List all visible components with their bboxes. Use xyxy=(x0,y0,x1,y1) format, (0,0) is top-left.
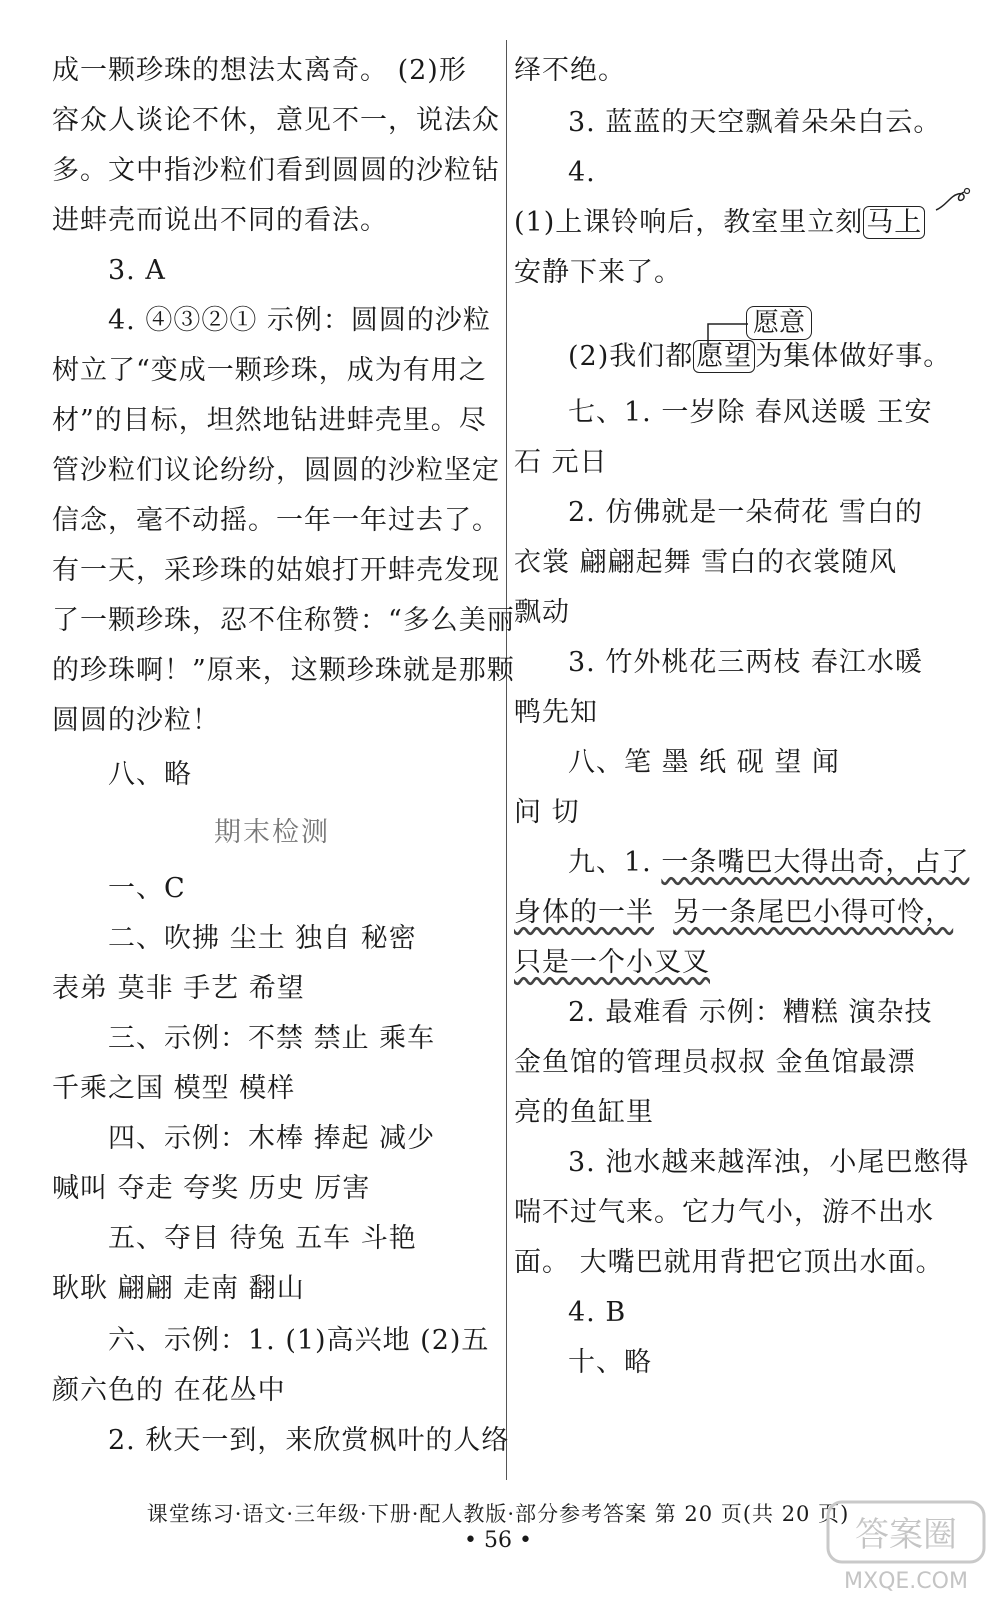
text-line: 五、夺目 待兔 五车 斗艳 xyxy=(108,1223,417,1254)
text-line: 喘不过气来。它力气小，游不出水 xyxy=(514,1197,934,1228)
text-line: 4. xyxy=(568,157,596,188)
column-divider xyxy=(506,40,507,1480)
text-line: 3. 池水越来越浑浊，小尾巴憋得 xyxy=(568,1147,970,1178)
text-line: 树立了“变成一颗珍珠，成为有用之 xyxy=(52,355,487,386)
text-line: 一、C xyxy=(108,873,186,904)
text-line: 3. A xyxy=(108,255,166,286)
text-line: 颜六色的 在花丛中 xyxy=(52,1375,286,1406)
text-line: 圆圆的沙粒！ xyxy=(52,705,220,736)
text-line: 亮的鱼缸里 xyxy=(514,1097,654,1128)
text-line xyxy=(514,206,925,240)
page-number: • 56 • xyxy=(464,1528,532,1553)
text-line: 耿耿 翩翩 走南 翻山 xyxy=(52,1273,305,1304)
watermark-title: 答案圈 xyxy=(855,1515,957,1555)
text-line: 四、示例：木棒 捧起 减少 xyxy=(108,1123,436,1154)
text-line: 进蚌壳而说出不同的看法。 xyxy=(52,205,388,236)
sentence-text: 九、1. xyxy=(568,847,662,878)
text-line: 了一颗珍珠，忍不住称赞：“多么美丽 xyxy=(52,605,515,636)
text-line: 表弟 莫非 手艺 希望 xyxy=(52,973,305,1004)
text-line: 喊叫 夺走 夸奖 历史 厉害 xyxy=(52,1173,371,1204)
text-line: 管沙粒们议论纷纷，圆圆的沙粒坚定 xyxy=(52,455,500,486)
revision-mark-icon xyxy=(934,186,974,214)
sentence-text xyxy=(654,897,673,928)
text-line: 十、略 xyxy=(568,1347,652,1378)
text-line: 八、略 xyxy=(108,759,192,790)
text-line: 二、吹拂 尘土 独自 秘密 xyxy=(108,923,417,954)
text-line xyxy=(514,896,953,930)
text-line: 鸭先知 xyxy=(514,697,598,728)
text-line xyxy=(568,340,951,374)
wavy-underline-text: 一条嘴巴大得出奇，占了 xyxy=(661,847,970,878)
text-line: 千乘之国 模型 模样 xyxy=(52,1073,296,1104)
text-line: 金鱼馆的管理员叔叔 金鱼馆最漂 xyxy=(514,1047,916,1078)
sentence-text: 为集体做好事。 xyxy=(755,341,952,372)
text-line: 的珍珠啊！”原来，这颗珍珠就是那颗 xyxy=(52,655,515,686)
text-line xyxy=(568,846,969,880)
text-line: 3. 蓝蓝的天空飘着朵朵白云。 xyxy=(568,107,942,138)
text-line: 飘动 xyxy=(514,597,570,628)
text-line: 成一颗珍珠的想法太离奇。 (2)形 xyxy=(52,55,467,86)
text-line: 2. 最难看 示例：糟糕 演杂技 xyxy=(568,997,933,1028)
text-line: 多。文中指沙粒们看到圆圆的沙粒钻 xyxy=(52,155,500,186)
text-line: 4. B xyxy=(568,1297,627,1328)
text-line: 安静下来了。 xyxy=(514,257,682,288)
text-line: 石 元日 xyxy=(514,447,608,478)
text-line: 容众人谈论不休，意见不一，说法众 xyxy=(52,105,500,136)
sentence-text: (2)我们都 xyxy=(568,341,694,372)
text-line: 3. 竹外桃花三两枝 春江水暖 xyxy=(568,647,923,678)
section-heading: 期末检测 xyxy=(214,817,330,848)
text-line: 衣裳 翩翩起舞 雪白的衣裳随风 xyxy=(514,547,898,578)
text-line: 绎不绝。 xyxy=(514,55,626,86)
text-line: 信念，毫不动摇。一年一年过去了。 xyxy=(52,505,500,536)
text-line xyxy=(514,946,710,980)
text-line: 七、1. 一岁除 春风送暖 王安 xyxy=(568,397,933,428)
revision-box: 愿望 xyxy=(693,340,755,373)
page-footer: 课堂练习·语文·三年级·下册·配人教版·部分参考答案 第 20 页(共 20 页) xyxy=(146,1502,850,1526)
text-line: 八、笔 墨 纸 砚 望 闻 xyxy=(568,747,840,778)
revision-balloon: 愿意 xyxy=(746,306,812,340)
watermark-logo-icon xyxy=(826,1500,986,1595)
text-line: 问 切 xyxy=(514,797,580,828)
text-line: 有一天，采珍珠的姑娘打开蚌壳发现 xyxy=(52,555,500,586)
text-line: 2. 秋天一到，来欣赏枫叶的人络 xyxy=(108,1425,510,1456)
wavy-underline-text: 另一条尾巴小得可怜， xyxy=(673,897,954,928)
text-line: 4. ④③②① 示例：圆圆的沙粒 xyxy=(108,305,491,336)
text-line: 材”的目标，坦然地钻进蚌壳里。尽 xyxy=(52,405,487,436)
wavy-underline-text: 身体的一半 xyxy=(514,897,654,928)
text-line: 面。 大嘴巴就用背把它顶出水面。 xyxy=(514,1247,944,1278)
text-line: 2. 仿佛就是一朵荷花 雪白的 xyxy=(568,497,923,528)
text-line: 六、示例：1. (1)高兴地 (2)五 xyxy=(108,1325,490,1356)
text-line: 三、示例：不禁 禁止 乘车 xyxy=(108,1023,436,1054)
wavy-underline-text: 只是一个小叉叉 xyxy=(514,947,710,978)
watermark-url: MXQE.COM xyxy=(844,1569,968,1594)
revision-box: 马上 xyxy=(863,206,925,239)
sentence-text: (1)上课铃响后，教室里立刻 xyxy=(514,207,864,238)
